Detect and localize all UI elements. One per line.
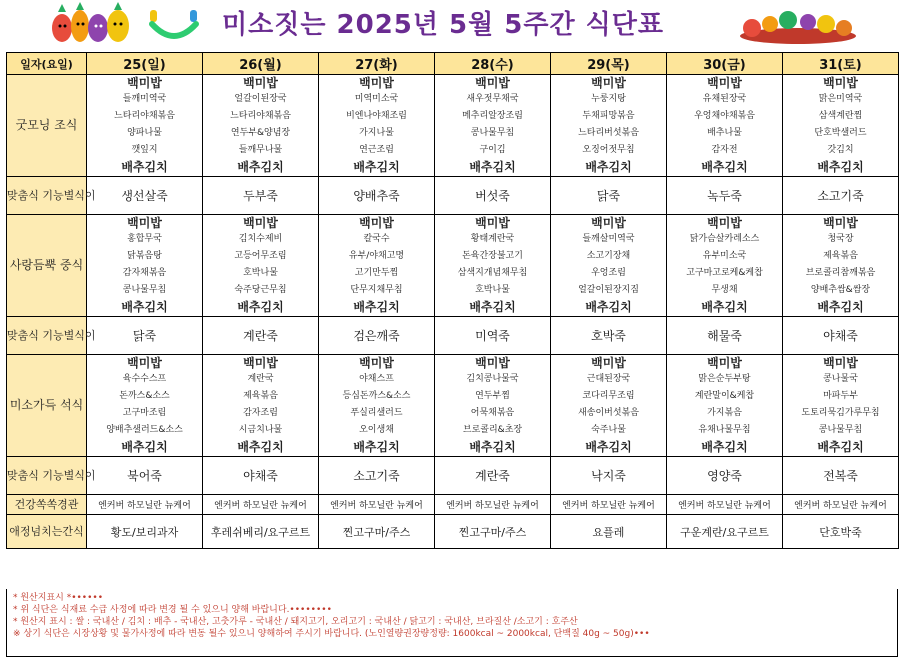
menu-item: 배추김치: [817, 440, 864, 454]
menu-item: 누룽지탕: [591, 94, 626, 104]
menu-item: 백미밥: [359, 356, 394, 370]
vegetable-characters-icon: [48, 2, 138, 46]
menu-item: 닭가슴살카레소스: [689, 234, 760, 244]
menu-item: 백미밥: [127, 216, 162, 230]
menu-item: 유부미소국: [702, 251, 747, 261]
menu-item: 들깨무나물: [238, 145, 283, 155]
notes-line: * 원산지 표시 : 쌀 : 국내산 / 김치 : 배추 - 국내산, 고춧가루 - 국내산 / 돼지고기, 오리고기 : 국내산 / 닭고기 : 국내산, 브라질산 /소고기 : 호주산: [13, 617, 578, 627]
menu-item: 백미밥: [591, 216, 626, 230]
menu-item: 마파두부: [823, 391, 858, 401]
menu-item: 구이김: [479, 145, 506, 155]
fruit-basket-icon: [736, 6, 860, 44]
menu-item: 가지나물: [359, 128, 394, 138]
menu-item: 얼갈이된장지짐: [578, 285, 639, 295]
menu-item: 백미밥: [707, 216, 742, 230]
func-diet-row-1: [7, 177, 899, 215]
menu-item: 들깨살미역국: [582, 234, 635, 244]
menu-item: 메추리알장조림: [462, 111, 523, 121]
meal-cell: [203, 355, 319, 457]
menu-item: 백미밥: [127, 356, 162, 370]
porridge-cell: 야채죽: [783, 317, 899, 355]
header-banner: [0, 0, 904, 50]
menu-item: 백미밥: [707, 76, 742, 90]
porridge-cell: 양배추죽: [319, 177, 435, 215]
menu-item: 연두부&양념장: [230, 128, 291, 138]
meal-cell: [319, 215, 435, 317]
supplement-cell: 엔커버 하모닐란 뉴케어: [87, 495, 203, 515]
porridge-cell: 닭죽: [87, 317, 203, 355]
day-header: 28(수): [435, 53, 551, 75]
health-label: 건강쏙쏙경관: [7, 495, 87, 515]
menu-item: 감자전: [711, 145, 738, 155]
menu-item: 배추김치: [469, 440, 516, 454]
porridge-cell: 검은깨죽: [319, 317, 435, 355]
menu-item: 배추김치: [701, 440, 748, 454]
menu-item: 고구마조림: [122, 408, 167, 418]
menu-item: 김치수제비: [238, 234, 283, 244]
menu-item: 콩나물무침: [818, 425, 863, 435]
menu-item: 배추김치: [121, 300, 168, 314]
menu-item: 배추김치: [237, 160, 284, 174]
dinner-row: [7, 355, 899, 457]
menu-item: 육수수스프: [122, 374, 167, 384]
menu-item: 제육볶음: [243, 391, 278, 401]
menu-item: 비엔나야채조림: [346, 111, 407, 121]
menu-item: 백미밥: [823, 216, 858, 230]
supplement-cell: 엔커버 하모닐란 뉴케어: [435, 495, 551, 515]
menu-item: 브로콜리참깨볶음: [805, 268, 876, 278]
day-header: 25(일): [87, 53, 203, 75]
menu-item: 등심돈까스&소스: [342, 391, 411, 401]
menu-item: 배추김치: [353, 160, 400, 174]
menu-item: 양배추샐러드&소스: [106, 425, 183, 435]
meal-cell: [551, 75, 667, 177]
porridge-cell: 소고기죽: [783, 177, 899, 215]
porridge-cell: 닭죽: [551, 177, 667, 215]
menu-item: 청국장: [827, 234, 854, 244]
meal-cell: [783, 75, 899, 177]
porridge-cell: 낙지죽: [551, 457, 667, 495]
meal-cell: [667, 355, 783, 457]
menu-item: 배추김치: [585, 440, 632, 454]
menu-item: 무생채: [711, 285, 738, 295]
meal-cell: [319, 355, 435, 457]
meal-cell: [87, 215, 203, 317]
menu-item: 유채나물무침: [698, 425, 751, 435]
meal-cell: [87, 355, 203, 457]
menu-item: 배추김치: [817, 160, 864, 174]
day-header: 26(월): [203, 53, 319, 75]
menu-item: 새우젓무채국: [466, 94, 519, 104]
menu-item: 양배추쌈&쌈장: [810, 285, 871, 295]
menu-item: 도토리묵김가루무침: [801, 408, 880, 418]
menu-item: 오이생채: [359, 425, 394, 435]
porridge-cell: 버섯죽: [435, 177, 551, 215]
menu-item: 배추김치: [353, 440, 400, 454]
menu-item: 숙주당근무침: [234, 285, 287, 295]
menu-item: 감자조림: [243, 408, 278, 418]
menu-item: 우엉채야채볶음: [694, 111, 755, 121]
func-diet-label: 맞춤식 기능별식이: [7, 317, 87, 355]
menu-item: 두채피망볶음: [582, 111, 635, 121]
menu-item: 홍합무국: [127, 234, 162, 244]
menu-item: 콩나물무침: [470, 128, 515, 138]
menu-table: [6, 52, 899, 549]
func-diet-label: 맞춤식 기능별식이: [7, 457, 87, 495]
menu-item: 맑은순두부탕: [698, 374, 751, 384]
menu-item: 삼색지개념채무침: [457, 268, 528, 278]
func-diet-row-2: [7, 317, 899, 355]
menu-item: 가지볶음: [707, 408, 742, 418]
snack-cell: 요플레: [551, 515, 667, 549]
menu-item: 유채된장국: [702, 94, 747, 104]
snack-row: [7, 515, 899, 549]
menu-item: 배추김치: [121, 440, 168, 454]
menu-item: 돈육간장불고기: [462, 251, 523, 261]
menu-item: 칼국수: [363, 234, 390, 244]
notes-line: * 위 식단은 식재료 수급 사정에 따라 변경 될 수 있으니 양해 바랍니다.••••••••: [13, 605, 332, 615]
snack-cell: 찐고구마/주스: [435, 515, 551, 549]
menu-item: 콩나물국: [823, 374, 858, 384]
meal-cell: [667, 215, 783, 317]
snack-cell: 단호박죽: [783, 515, 899, 549]
meal-cell: [783, 355, 899, 457]
menu-item: 감자채볶음: [122, 268, 167, 278]
menu-item: 배추김치: [585, 300, 632, 314]
menu-item: 백미밥: [591, 76, 626, 90]
porridge-cell: 녹두죽: [667, 177, 783, 215]
menu-item: 배추김치: [353, 300, 400, 314]
func-diet-label: 맞춤식 기능별식이: [7, 177, 87, 215]
menu-item: 배추김치: [237, 300, 284, 314]
porridge-cell: 생선살죽: [87, 177, 203, 215]
menu-item: 백미밥: [243, 356, 278, 370]
menu-item: 제육볶음: [823, 251, 858, 261]
meal-cell: [667, 75, 783, 177]
supplement-cell: 엔커버 하모닐란 뉴케어: [203, 495, 319, 515]
menu-item: 우엉조림: [591, 268, 626, 278]
menu-item: 미역미소국: [354, 94, 399, 104]
menu-item: 맑은미역국: [818, 94, 863, 104]
menu-item: 백미밥: [823, 356, 858, 370]
menu-item: 배추김치: [701, 160, 748, 174]
day-header: 31(토): [783, 53, 899, 75]
menu-item: 콩나물무침: [122, 285, 167, 295]
menu-item: 연근조림: [359, 145, 394, 155]
menu-item: 어묵채볶음: [470, 408, 515, 418]
menu-item: 배추김치: [585, 160, 632, 174]
menu-item: 백미밥: [127, 76, 162, 90]
meal-cell: [551, 355, 667, 457]
menu-item: 백미밥: [707, 356, 742, 370]
menu-item: 고구마고로케&케찹: [686, 268, 763, 278]
menu-item: 백미밥: [243, 76, 278, 90]
menu-item: 배추나물: [707, 128, 742, 138]
health-row: [7, 495, 899, 515]
menu-item: 계란말이&케찹: [694, 391, 755, 401]
menu-item: 호박나물: [475, 285, 510, 295]
menu-item: 갓김치: [827, 145, 854, 155]
snack-cell: 구운계란/요구르트: [667, 515, 783, 549]
menu-item: 배추김치: [469, 300, 516, 314]
porridge-cell: 소고기죽: [319, 457, 435, 495]
menu-item: 유부/야채고명: [348, 251, 405, 261]
menu-item: 백미밥: [475, 356, 510, 370]
snack-cell: 찐고구마/주스: [319, 515, 435, 549]
porridge-cell: 영양죽: [667, 457, 783, 495]
meal-cell: [203, 75, 319, 177]
menu-item: 느타리야채볶음: [230, 111, 291, 121]
menu-item: 고등어무조림: [234, 251, 287, 261]
dinner-label: 미소가득 석식: [7, 355, 87, 457]
menu-item: 백미밥: [591, 356, 626, 370]
porridge-cell: 계란죽: [203, 317, 319, 355]
meal-cell: [435, 355, 551, 457]
menu-item: 코다리무조림: [582, 391, 635, 401]
meal-cell: [203, 215, 319, 317]
smile-logo-icon: [146, 6, 202, 40]
menu-item: 단호박샐러드: [814, 128, 867, 138]
func-diet-row-3: [7, 457, 899, 495]
porridge-cell: 호박죽: [551, 317, 667, 355]
day-header: 27(화): [319, 53, 435, 75]
menu-item: 깻잎지: [131, 145, 158, 155]
menu-item: 닭볶음탕: [127, 251, 162, 261]
porridge-cell: 계란죽: [435, 457, 551, 495]
menu-item: 야채스프: [359, 374, 394, 384]
snack-label: 애정넘치는간식: [7, 515, 87, 549]
menu-item: 얼갈이된장국: [234, 94, 287, 104]
menu-item: 고기만두찜: [354, 268, 399, 278]
menu-item: 배추김치: [237, 440, 284, 454]
menu-item: 황태계란국: [470, 234, 515, 244]
meal-cell: [319, 75, 435, 177]
notes-box: [6, 589, 898, 657]
supplement-cell: 엔커버 하모닐란 뉴케어: [551, 495, 667, 515]
supplement-cell: 엔커버 하모닐란 뉴케어: [667, 495, 783, 515]
day-header: 30(금): [667, 53, 783, 75]
lunch-row: [7, 215, 899, 317]
menu-item: 배추김치: [701, 300, 748, 314]
lunch-label: 사랑듬뿍 중식: [7, 215, 87, 317]
menu-item: 시금치나물: [238, 425, 283, 435]
menu-item: 새송이버섯볶음: [578, 408, 639, 418]
snack-cell: 황도/보리과자: [87, 515, 203, 549]
menu-item: 들깨미역국: [122, 94, 167, 104]
meal-cell: [87, 75, 203, 177]
menu-item: 느타리버섯볶음: [578, 128, 639, 138]
meal-cell: [783, 215, 899, 317]
menu-item: 계란국: [247, 374, 274, 384]
menu-item: 양파나물: [127, 128, 162, 138]
menu-item: 백미밥: [475, 216, 510, 230]
porridge-cell: 해물죽: [667, 317, 783, 355]
snack-cell: 후레쉬베리/요구르트: [203, 515, 319, 549]
menu-item: 돈까스&소스: [119, 391, 170, 401]
notes-line: * 원산지표시 *••••••: [13, 593, 104, 603]
header-row: [7, 53, 899, 75]
menu-item: 근대된장국: [586, 374, 631, 384]
meal-cell: [551, 215, 667, 317]
menu-item: 푸실리샐러드: [350, 408, 403, 418]
breakfast-label: 굿모닝 조식: [7, 75, 87, 177]
porridge-cell: 북어죽: [87, 457, 203, 495]
supplement-cell: 엔커버 하모닐란 뉴케어: [319, 495, 435, 515]
meal-cell: [435, 215, 551, 317]
porridge-cell: 야채죽: [203, 457, 319, 495]
menu-item: 오징어젓무침: [582, 145, 635, 155]
menu-item: 백미밥: [359, 216, 394, 230]
day-header: 29(목): [551, 53, 667, 75]
menu-item: 백미밥: [475, 76, 510, 90]
menu-item: 소고기장채: [586, 251, 631, 261]
notes-line: ※ 상기 식단은 시장상황 및 물가사정에 따라 변동 될수 있으니 양해하여 주시기 바랍니다. (노인열량권장량정량: 1600kcal ~ 2000kcal, 단백질 40g ~ 50g)•••: [13, 629, 650, 639]
menu-item: 김치콩나물국: [466, 374, 519, 384]
menu-item: 호박나물: [243, 268, 278, 278]
porridge-cell: 미역죽: [435, 317, 551, 355]
menu-item: 배추김치: [817, 300, 864, 314]
menu-item: 삼색계란찜: [818, 111, 863, 121]
menu-item: 숙주나물: [591, 425, 626, 435]
menu-item: 배추김치: [121, 160, 168, 174]
breakfast-row: [7, 75, 899, 177]
menu-item: 연두부찜: [475, 391, 510, 401]
supplement-cell: 엔커버 하모닐란 뉴케어: [783, 495, 899, 515]
date-header: 일자(요일): [7, 53, 87, 75]
menu-item: 느타리야채볶음: [114, 111, 175, 121]
porridge-cell: 전복죽: [783, 457, 899, 495]
menu-item: 브로콜리&초장: [462, 425, 523, 435]
menu-item: 단무지채무침: [350, 285, 403, 295]
meal-cell: [435, 75, 551, 177]
menu-item: 백미밥: [243, 216, 278, 230]
porridge-cell: 두부죽: [203, 177, 319, 215]
menu-item: 백미밥: [823, 76, 858, 90]
menu-item: 백미밥: [359, 76, 394, 90]
page-title: 미소짓는 2025년 5월 5주간 식단표: [222, 10, 665, 40]
menu-item: 배추김치: [469, 160, 516, 174]
